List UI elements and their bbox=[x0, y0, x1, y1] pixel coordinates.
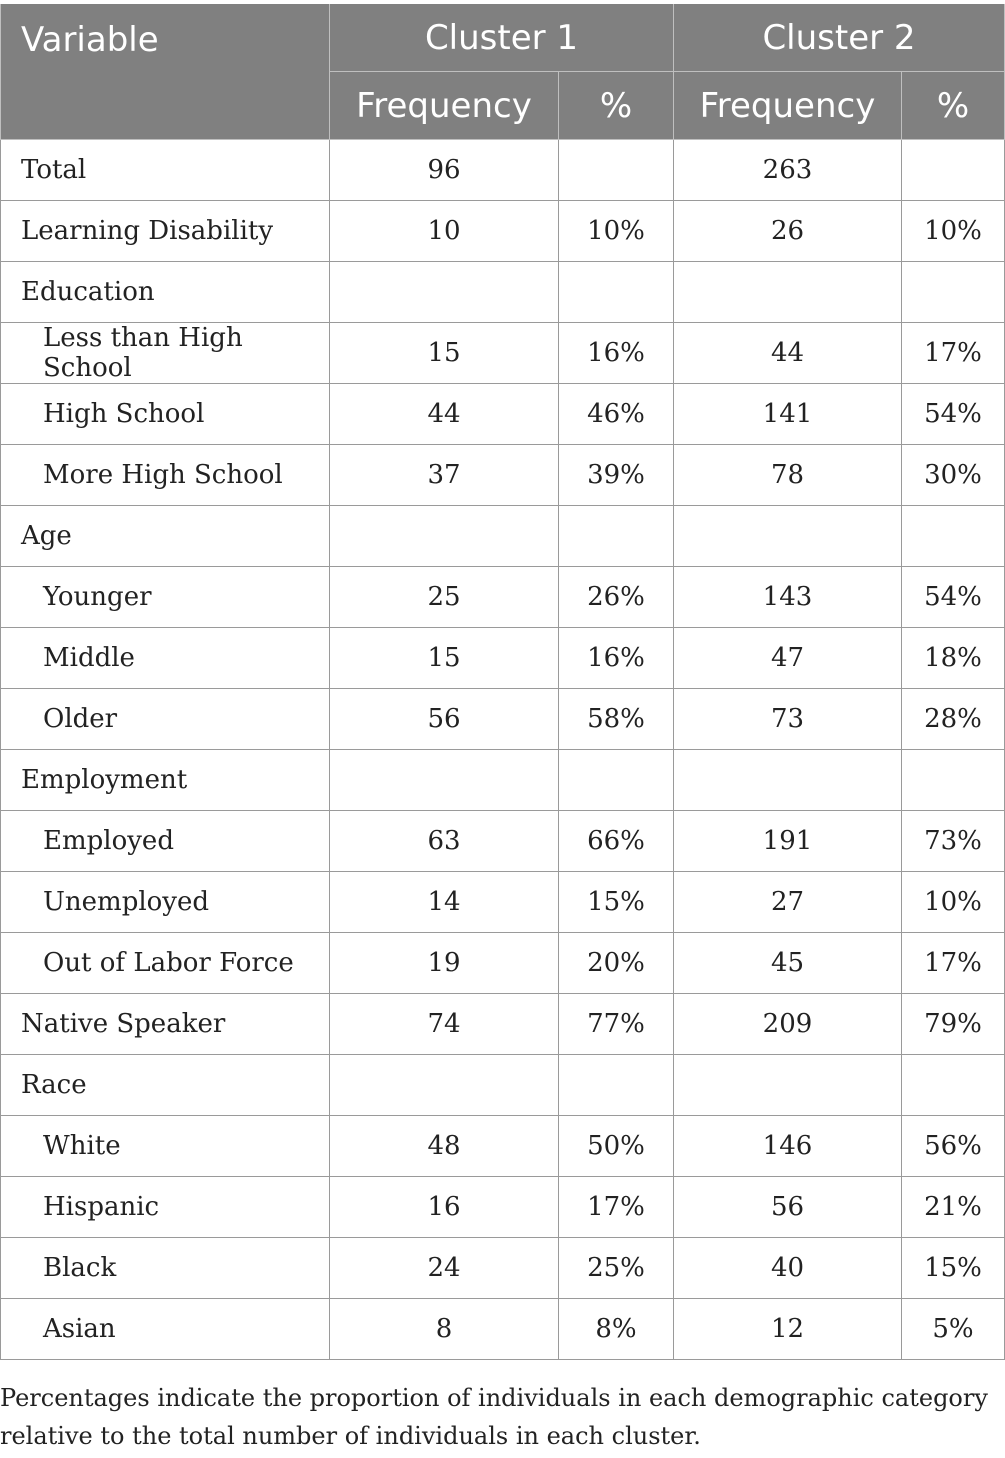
cluster-1-percent: 25% bbox=[559, 1238, 674, 1299]
cluster-1-percent: 66% bbox=[559, 811, 674, 872]
cluster-2-percent: 30% bbox=[902, 445, 1005, 506]
cluster-2-frequency: 146 bbox=[674, 1116, 902, 1177]
cluster-2-frequency: 12 bbox=[674, 1299, 902, 1360]
cluster-1-frequency: 15 bbox=[330, 628, 559, 689]
cluster-2-frequency bbox=[674, 750, 902, 811]
header-cluster-1-frequency: Frequency bbox=[330, 72, 559, 140]
header-cluster-1-percent: % bbox=[559, 72, 674, 140]
cluster-1-percent: 58% bbox=[559, 689, 674, 750]
cluster-2-percent: 79% bbox=[902, 994, 1005, 1055]
table-row bbox=[1, 689, 1005, 750]
cluster-2-frequency: 263 bbox=[674, 140, 902, 201]
demographics-table bbox=[0, 4, 1005, 1360]
cluster-2-percent: 54% bbox=[902, 384, 1005, 445]
cluster-1-percent: 16% bbox=[559, 628, 674, 689]
cluster-1-percent: 26% bbox=[559, 567, 674, 628]
table-row bbox=[1, 628, 1005, 689]
table-body bbox=[1, 140, 1005, 1360]
row-label: Age bbox=[1, 506, 330, 567]
cluster-1-frequency: 37 bbox=[330, 445, 559, 506]
header-cluster-2-frequency: Frequency bbox=[674, 72, 902, 140]
cluster-1-frequency: 14 bbox=[330, 872, 559, 933]
header-cluster-2: Cluster 2 bbox=[674, 4, 1005, 72]
row-label: Asian bbox=[1, 1299, 330, 1360]
table-row bbox=[1, 323, 1005, 384]
cluster-2-percent: 21% bbox=[902, 1177, 1005, 1238]
row-label: Learning Disability bbox=[1, 201, 330, 262]
table-row bbox=[1, 445, 1005, 506]
cluster-1-percent: 39% bbox=[559, 445, 674, 506]
table-row bbox=[1, 384, 1005, 445]
cluster-2-frequency: 26 bbox=[674, 201, 902, 262]
cluster-1-percent bbox=[559, 1055, 674, 1116]
row-label: Black bbox=[1, 1238, 330, 1299]
table-row bbox=[1, 872, 1005, 933]
cluster-1-frequency bbox=[330, 262, 559, 323]
table-row bbox=[1, 262, 1005, 323]
row-label: Out of Labor Force bbox=[1, 933, 330, 994]
cluster-1-percent: 46% bbox=[559, 384, 674, 445]
cluster-1-frequency: 8 bbox=[330, 1299, 559, 1360]
cluster-1-percent: 50% bbox=[559, 1116, 674, 1177]
cluster-2-frequency: 191 bbox=[674, 811, 902, 872]
table-row bbox=[1, 201, 1005, 262]
cluster-1-percent bbox=[559, 140, 674, 201]
cluster-2-frequency: 56 bbox=[674, 1177, 902, 1238]
cluster-1-frequency: 56 bbox=[330, 689, 559, 750]
table-row bbox=[1, 506, 1005, 567]
row-label: Total bbox=[1, 140, 330, 201]
row-label: Employed bbox=[1, 811, 330, 872]
cluster-2-frequency: 27 bbox=[674, 872, 902, 933]
row-label: Race bbox=[1, 1055, 330, 1116]
row-label: Employment bbox=[1, 750, 330, 811]
row-label: Older bbox=[1, 689, 330, 750]
table-row bbox=[1, 933, 1005, 994]
cluster-2-percent: 10% bbox=[902, 872, 1005, 933]
header-cluster-2-percent: % bbox=[902, 72, 1005, 140]
header-variable: Variable bbox=[1, 4, 330, 140]
cluster-2-percent: 54% bbox=[902, 567, 1005, 628]
table-row bbox=[1, 1116, 1005, 1177]
row-label: Education bbox=[1, 262, 330, 323]
cluster-1-frequency: 10 bbox=[330, 201, 559, 262]
table-row bbox=[1, 811, 1005, 872]
cluster-2-percent: 56% bbox=[902, 1116, 1005, 1177]
table-row bbox=[1, 1238, 1005, 1299]
row-label: Middle bbox=[1, 628, 330, 689]
table-row bbox=[1, 567, 1005, 628]
cluster-2-frequency: 143 bbox=[674, 567, 902, 628]
cluster-2-percent: 17% bbox=[902, 323, 1005, 384]
cluster-2-percent: 5% bbox=[902, 1299, 1005, 1360]
row-label: Less than High School bbox=[1, 323, 330, 384]
row-label: Younger bbox=[1, 567, 330, 628]
cluster-1-frequency bbox=[330, 1055, 559, 1116]
cluster-1-frequency: 19 bbox=[330, 933, 559, 994]
cluster-1-percent bbox=[559, 262, 674, 323]
cluster-1-frequency bbox=[330, 506, 559, 567]
cluster-2-percent bbox=[902, 140, 1005, 201]
cluster-1-frequency: 24 bbox=[330, 1238, 559, 1299]
table-row bbox=[1, 1299, 1005, 1360]
cluster-2-frequency bbox=[674, 1055, 902, 1116]
cluster-1-frequency: 16 bbox=[330, 1177, 559, 1238]
cluster-1-percent: 20% bbox=[559, 933, 674, 994]
cluster-1-frequency: 15 bbox=[330, 323, 559, 384]
cluster-1-percent: 77% bbox=[559, 994, 674, 1055]
cluster-2-percent bbox=[902, 750, 1005, 811]
header-row-clusters bbox=[1, 4, 1005, 72]
cluster-1-frequency: 63 bbox=[330, 811, 559, 872]
row-label: Hispanic bbox=[1, 1177, 330, 1238]
table-row bbox=[1, 140, 1005, 201]
cluster-2-frequency bbox=[674, 262, 902, 323]
cluster-2-frequency: 47 bbox=[674, 628, 902, 689]
row-label: More High School bbox=[1, 445, 330, 506]
cluster-2-frequency: 209 bbox=[674, 994, 902, 1055]
cluster-2-frequency: 45 bbox=[674, 933, 902, 994]
cluster-2-frequency: 44 bbox=[674, 323, 902, 384]
cluster-1-percent: 16% bbox=[559, 323, 674, 384]
cluster-1-frequency: 74 bbox=[330, 994, 559, 1055]
cluster-2-frequency: 40 bbox=[674, 1238, 902, 1299]
cluster-2-percent bbox=[902, 1055, 1005, 1116]
cluster-2-frequency: 78 bbox=[674, 445, 902, 506]
cluster-1-frequency: 96 bbox=[330, 140, 559, 201]
table-row bbox=[1, 994, 1005, 1055]
cluster-1-frequency: 44 bbox=[330, 384, 559, 445]
cluster-1-frequency bbox=[330, 750, 559, 811]
cluster-2-frequency: 73 bbox=[674, 689, 902, 750]
cluster-1-percent: 15% bbox=[559, 872, 674, 933]
row-label: Native Speaker bbox=[1, 994, 330, 1055]
row-label: Unemployed bbox=[1, 872, 330, 933]
table-footnote: Percentages indicate the proportion of individuals in each demographic category relative to the total number of individuals in each cluster. bbox=[0, 1384, 988, 1450]
cluster-1-frequency: 25 bbox=[330, 567, 559, 628]
cluster-2-percent: 17% bbox=[902, 933, 1005, 994]
cluster-1-percent bbox=[559, 750, 674, 811]
cluster-1-percent: 10% bbox=[559, 201, 674, 262]
cluster-2-frequency: 141 bbox=[674, 384, 902, 445]
table-row bbox=[1, 1055, 1005, 1116]
cluster-2-percent: 28% bbox=[902, 689, 1005, 750]
cluster-2-percent: 73% bbox=[902, 811, 1005, 872]
table-row bbox=[1, 750, 1005, 811]
cluster-2-percent: 10% bbox=[902, 201, 1005, 262]
cluster-2-percent bbox=[902, 506, 1005, 567]
table-row bbox=[1, 1177, 1005, 1238]
cluster-2-percent bbox=[902, 262, 1005, 323]
cluster-2-frequency bbox=[674, 506, 902, 567]
cluster-2-percent: 15% bbox=[902, 1238, 1005, 1299]
cluster-1-frequency: 48 bbox=[330, 1116, 559, 1177]
cluster-1-percent: 17% bbox=[559, 1177, 674, 1238]
header-cluster-1: Cluster 1 bbox=[330, 4, 674, 72]
table-header bbox=[1, 4, 1005, 140]
row-label: High School bbox=[1, 384, 330, 445]
cluster-1-percent: 8% bbox=[559, 1299, 674, 1360]
cluster-2-percent: 18% bbox=[902, 628, 1005, 689]
row-label: White bbox=[1, 1116, 330, 1177]
cluster-1-percent bbox=[559, 506, 674, 567]
